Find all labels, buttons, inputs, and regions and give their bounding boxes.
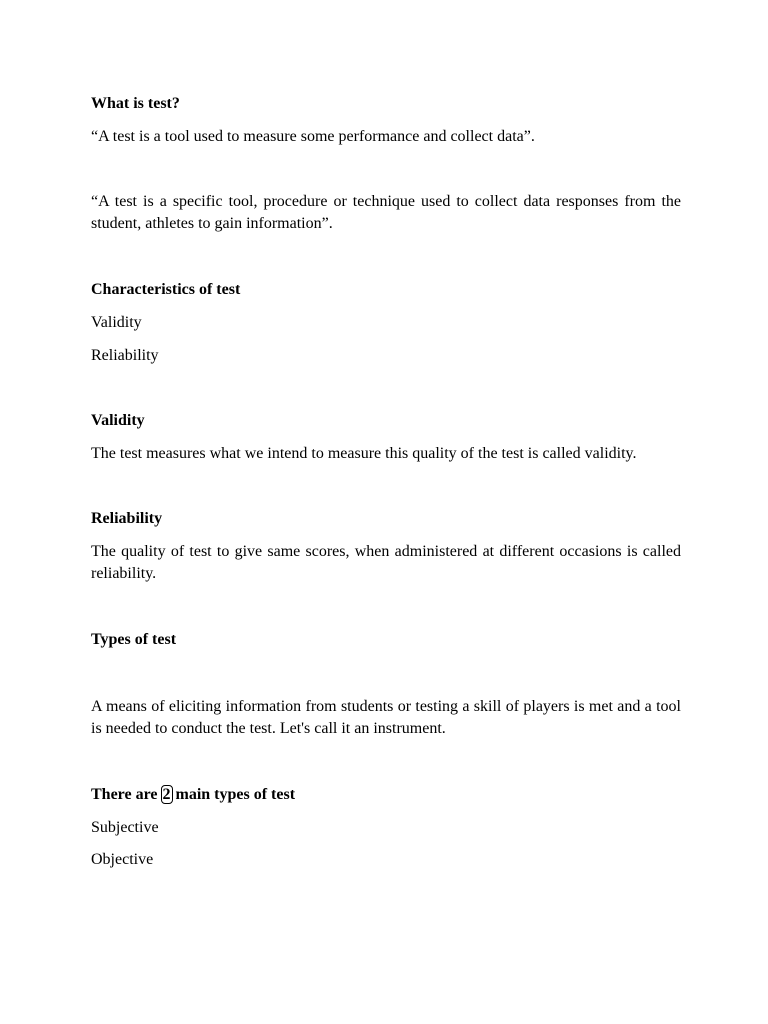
validity-text: The test measures what we intend to measure this quality of the test is called validity. bbox=[91, 445, 637, 462]
reliability-text: The quality of test to give same scores, when administered at different occasions is called reliability. bbox=[91, 543, 681, 582]
heading-what-is-test: What is test? bbox=[91, 95, 180, 112]
heading-characteristics: Characteristics of test bbox=[91, 281, 241, 298]
types-text: A means of eliciting information from students or testing a skill of players is met and a tool is needed to conduct the test. Let's call it an instrument. bbox=[91, 698, 681, 737]
heading-types-of-test: Types of test bbox=[91, 631, 177, 648]
type-item-subjective: Subjective bbox=[91, 819, 159, 836]
highlighted-number: 2 bbox=[162, 786, 171, 803]
type-item-objective: Objective bbox=[91, 851, 154, 868]
heading-main-types-after: main types of test bbox=[171, 786, 296, 803]
heading-validity: Validity bbox=[91, 412, 145, 429]
characteristic-item-reliability: Reliability bbox=[91, 347, 159, 364]
characteristic-item-validity: Validity bbox=[91, 314, 142, 331]
definition-1: “A test is a tool used to measure some performance and collect data”. bbox=[91, 128, 535, 145]
heading-main-types bbox=[91, 784, 681, 806]
heading-reliability: Reliability bbox=[91, 510, 163, 527]
heading-main-types-before: There are bbox=[91, 786, 162, 803]
definition-2: “A test is a specific tool, procedure or technique used to collect data responses from the student, athletes to gain information”. bbox=[91, 193, 681, 232]
